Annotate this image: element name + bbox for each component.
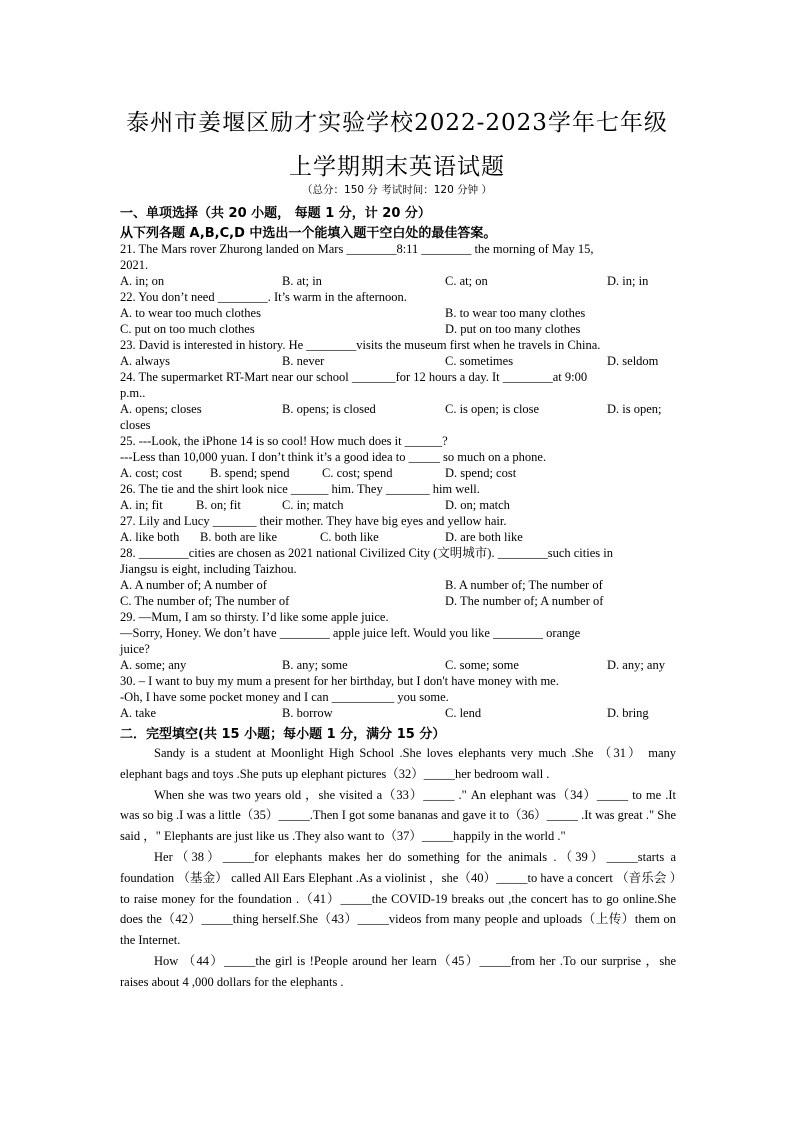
- question-28-options-row1: [120, 577, 680, 593]
- option-c: C. cost; spend: [322, 466, 393, 480]
- option-d: D. on; match: [445, 498, 510, 512]
- section1-heading: 一、单项选择（共 20 小题， 每题 1 分，计 20 分）: [120, 206, 431, 221]
- option-a: A. in; on: [120, 274, 165, 288]
- question-21-line2: 2021.: [120, 258, 149, 272]
- option-d: D. put on too many clothes: [445, 322, 581, 336]
- option-a: A. A number of; A number of: [120, 578, 267, 592]
- exam-subtitle: （总分：150 分 考试时间：120 分钟 ）: [302, 184, 492, 196]
- option-d: D. in; in: [607, 274, 649, 288]
- cloze-passage: [120, 743, 676, 993]
- question-22-options-row2: [120, 321, 680, 337]
- passage-paragraph-2: When she was two years old ，she visited a（33）_____ ." An elephant was（34）_____ to me .It was so big .I was a little（35）_____.Then I got some bananas and gave it to（36）_____ .It was great ." She said ，" Elephants are just like us .They also want to（37）_____happily in the world .": [120, 787, 676, 844]
- question-23-line1: 23. David is interested in history. He ________visits the museum first when he travels in China.: [120, 338, 601, 352]
- option-c: C. lend: [445, 706, 482, 720]
- option-a: A. take: [120, 706, 157, 720]
- option-d: D. bring: [607, 706, 649, 720]
- option-b: B. any; some: [282, 658, 348, 672]
- option-a: A. always: [120, 354, 170, 368]
- question-29-options: [120, 657, 680, 673]
- question-24-options: [120, 401, 680, 417]
- option-d: D. spend; cost: [445, 466, 517, 480]
- question-22-line1: 22. You don’t need ________. It’s warm in the afternoon.: [120, 290, 407, 304]
- passage-paragraph-3: Her（38）_____for elephants makes her do something for the animals .（39）_____starts a foundation （基金） called All Ears Elephant .As a violinist ，she（40）_____to have a concert （音乐会 ）to raise money for the foundation .（41）_____the COVID-19 breaks out ,the concert has to go online.She does the（42）_____thing herself.She（43）_____videos from many people and uploads（上传）them on the Internet.: [120, 849, 676, 948]
- exam-title-line1: 泰州市姜堰区励才实验学校2022-2023学年七年级: [126, 110, 668, 136]
- section2-heading: 二．完型填空(共 15 小题；每小题 1 分，满分 15 分）: [120, 727, 446, 742]
- passage-paragraph-4: How （44）_____the girl is !People around her learn（45）_____from her .To our surprise ，she raises about 4 ,000 dollars for the elephants .: [120, 953, 676, 989]
- option-b: B. both are like: [200, 530, 278, 544]
- option-a: A. cost; cost: [120, 466, 183, 480]
- option-a: A. some; any: [120, 658, 187, 672]
- question-30-options: [120, 705, 680, 721]
- question-24-option-d-tail: closes: [120, 418, 151, 432]
- question-22-options-row1: [120, 305, 680, 321]
- option-c: C. The number of; The number of: [120, 594, 290, 608]
- option-c: C. sometimes: [445, 354, 514, 368]
- option-b: B. to wear too many clothes: [445, 306, 586, 320]
- question-21-line1: 21. The Mars rover Zhurong landed on Mars ________8:11 ________ the morning of May 15,: [120, 242, 594, 256]
- question-27-line1: 27. Lily and Lucy _______ their mother. They have big eyes and yellow hair.: [120, 514, 507, 528]
- question-29-line1: 29. —Mum, I am so thirsty. I’d like some apple juice.: [120, 610, 389, 624]
- option-a: A. like both: [120, 530, 180, 544]
- option-d: D. any; any: [607, 658, 665, 672]
- question-28-line1: 28. ________cities are chosen as 2021 national Civilized City (文明城市). ________such cities in: [120, 546, 613, 560]
- question-26-line1: 26. The tie and the shirt look nice ______ him. They _______ him well.: [120, 482, 480, 496]
- question-25-line2: ---Less than 10,000 yuan. I don’t think it’s a good idea to _____ so much on a phone.: [120, 450, 547, 464]
- question-27-options: [120, 529, 680, 545]
- section1-instruction: 从下列各题 A,B,C,D 中选出一个能填入题干空白处的最佳答案。: [120, 226, 497, 241]
- option-b: B. at; in: [282, 274, 322, 288]
- question-24-line2: p.m..: [120, 386, 146, 400]
- question-30-line1: 30. – I want to buy my mum a present for her birthday, but I don't have money with me.: [120, 674, 559, 688]
- question-25-options: [120, 465, 680, 481]
- passage-paragraph-1: Sandy is a student at Moonlight High School .She loves elephants very much .She （31） many elephant bags and toys .She puts up elephant pictures（32）_____her bedroom wall .: [120, 746, 676, 781]
- option-b: B. on; fit: [196, 498, 241, 512]
- option-d: D. are both like: [445, 530, 523, 544]
- question-28-options-row2: [120, 593, 680, 609]
- option-c: C. put on too much clothes: [120, 322, 255, 336]
- question-21-options: [120, 273, 680, 289]
- question-29-line3: juice?: [120, 642, 150, 656]
- option-d: D. is open;: [607, 402, 662, 416]
- option-d: D. seldom: [607, 354, 659, 368]
- option-c: C. some; some: [445, 658, 519, 672]
- option-b: B. A number of; The number of: [445, 578, 603, 592]
- option-c: C. both like: [320, 530, 379, 544]
- option-b: B. never: [282, 354, 325, 368]
- option-a: A. opens; closes: [120, 402, 202, 416]
- question-23-options: [120, 353, 680, 369]
- question-28-line2: Jiangsu is eight, including Taizhou.: [120, 562, 297, 576]
- question-26-options: [120, 497, 680, 513]
- option-c: C. in; match: [282, 498, 344, 512]
- option-c: C. is open; is close: [445, 402, 540, 416]
- question-29-line2: —Sorry, Honey. We don’t have ________ apple juice left. Would you like ________ orange: [120, 626, 581, 640]
- option-a: A. to wear too much clothes: [120, 306, 261, 320]
- question-25-line1: 25. ---Look, the iPhone 14 is so cool! How much does it ______?: [120, 434, 448, 448]
- option-b: B. opens; is closed: [282, 402, 376, 416]
- question-24-line1: 24. The supermarket RT-Mart near our school _______for 12 hours a day. It ________at 9:00: [120, 370, 588, 384]
- option-b: B. borrow: [282, 706, 333, 720]
- question-30-line2: -Oh, I have some pocket money and I can __________ you some.: [120, 690, 449, 704]
- option-d: D. The number of; A number of: [445, 594, 604, 608]
- option-b: B. spend; spend: [210, 466, 290, 480]
- exam-title-line2: 上学期期末英语试题: [289, 154, 505, 180]
- option-c: C. at; on: [445, 274, 488, 288]
- option-a: A. in; fit: [120, 498, 163, 512]
